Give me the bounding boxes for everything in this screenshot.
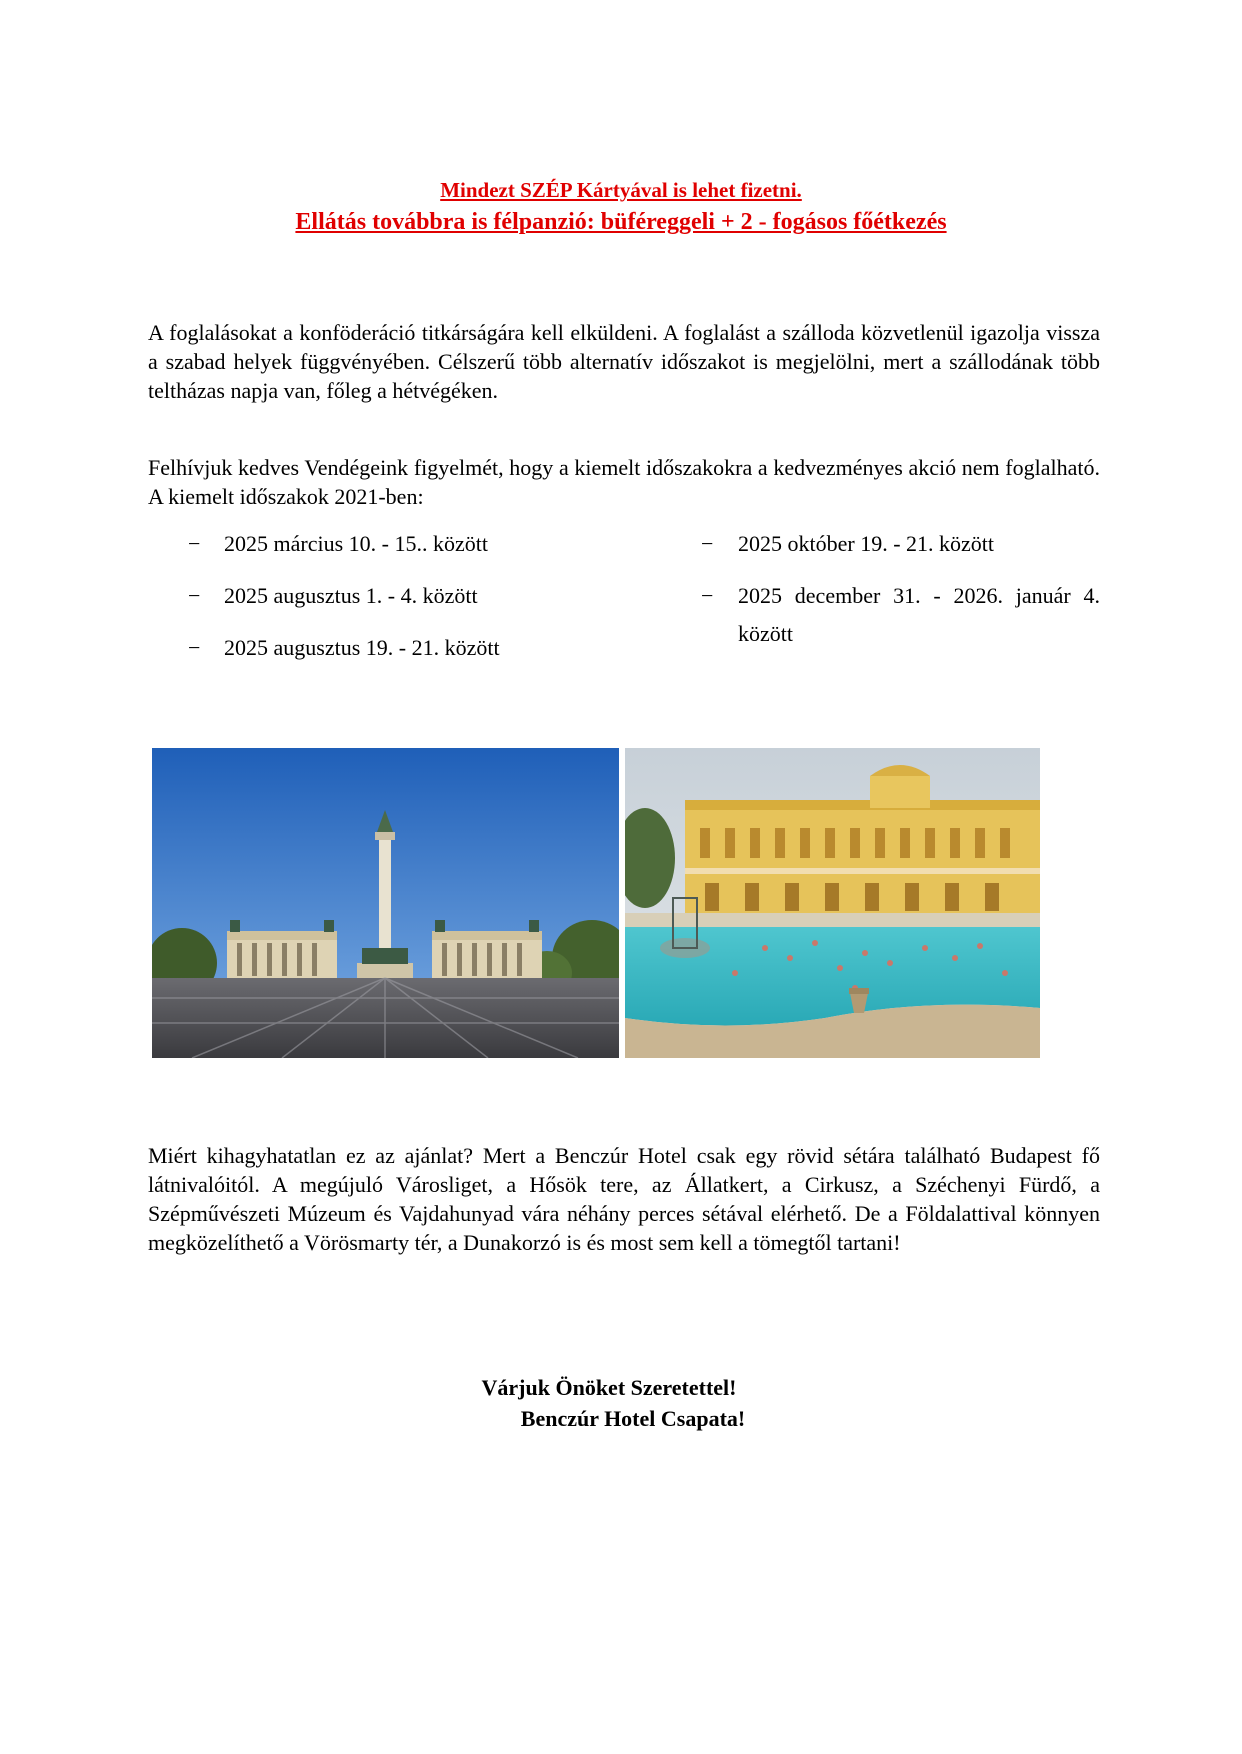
paragraph-why: Miért kihagyhatatlan ez az ajánlat? Mert a Benczúr Hotel csak egy rövid sétára található Budapest fő látnivalóitól. A megújuló Városliget, a Hősök tere, az Állatkert, a Cirkusz, a Széchenyi Fürdő, a Szépművészeti Múzeum és Vajdahunyad vára néhány perces sétával elérhető. De a Földalattival könnyen megközelíthető a Vörösmarty tér, a Dunakorzó is és most sem kell a tömegtől tartani! — [148, 1143, 1100, 1255]
list-item — [148, 629, 588, 667]
paragraph-notice: Felhívjuk kedves Vendégeink figyelmét, hogy a kiemelt időszakokra a kedvezményes akció nem foglalható. A kiemelt időszakok 2021-ben: — [148, 455, 1100, 509]
heroes-square-photo — [152, 748, 619, 1058]
heading-payment: Mindezt SZÉP Kártyával is lehet fizetni. — [440, 178, 802, 202]
dash-bullet: − — [188, 531, 201, 556]
period-text: 2025 december 31. - 2026. január 4. között — [738, 583, 1100, 646]
dash-bullet: − — [701, 583, 714, 608]
signature-greeting: Várjuk Önöket Szeretettel! — [481, 1375, 737, 1400]
period-list-left — [148, 525, 588, 681]
dash-bullet: − — [188, 583, 201, 608]
list-item — [148, 577, 588, 615]
signature-team: Benczúr Hotel Csapata! — [520, 1406, 746, 1431]
period-text: 2025 augusztus 1. - 4. között — [224, 583, 478, 608]
paragraph-booking: A foglalásokat a konföderáció titkárságára kell elküldeni. A foglalást a szálloda közvetlenül igazolja vissza a szabad helyek függvényében. Célszerű több alternatív időszakot is megjelölni, mert a szállodának több teltházas napja van, főleg a hétvégéken. — [148, 320, 1100, 403]
heading-board: Ellátás továbbra is félpanzió: büféreggeli + 2 - fogásos főétkezés — [295, 209, 947, 235]
period-list-right — [659, 525, 1100, 667]
szechenyi-bath-photo — [625, 748, 1040, 1058]
list-item — [659, 577, 1100, 653]
dash-bullet: − — [701, 531, 714, 556]
list-item — [148, 525, 588, 563]
dash-bullet: − — [188, 635, 201, 660]
period-text: 2025 augusztus 19. - 21. között — [224, 635, 500, 660]
period-text: 2025 március 10. - 15.. között — [224, 531, 488, 556]
heroes-square-illustration — [152, 748, 619, 1058]
list-item — [659, 525, 1100, 563]
szechenyi-bath-illustration — [625, 748, 1040, 1058]
period-text: 2025 október 19. - 21. között — [738, 531, 995, 556]
